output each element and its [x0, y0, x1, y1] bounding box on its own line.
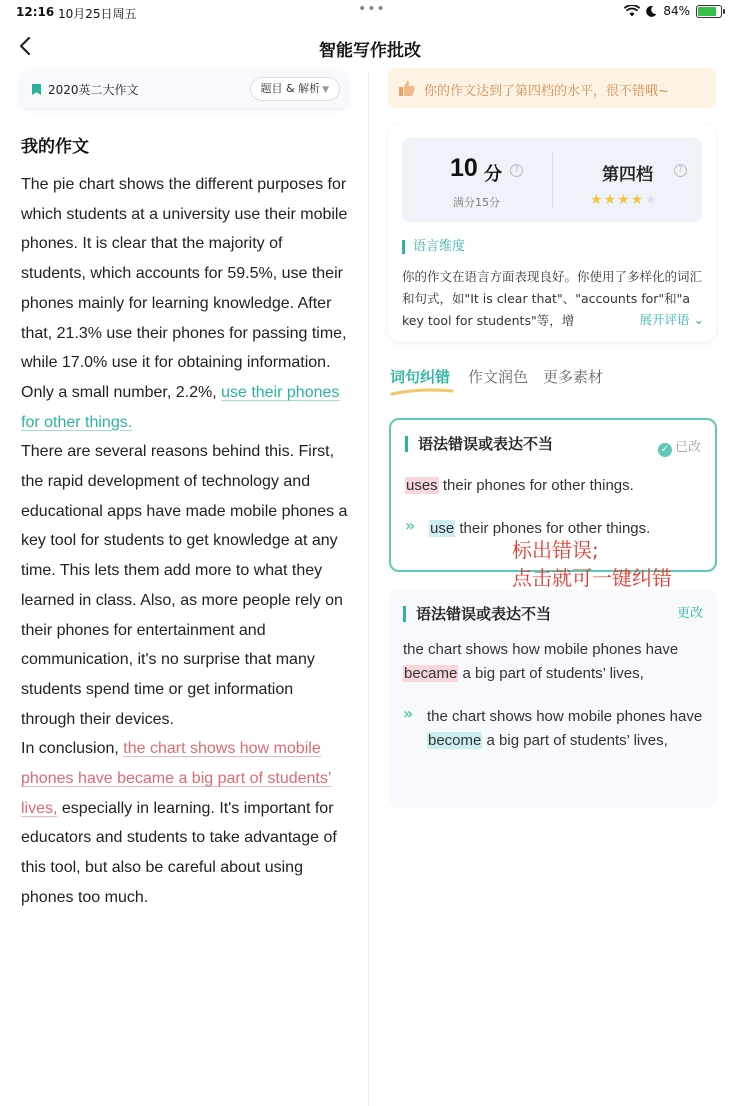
error-type-label: 语法错误或表达不当 [405, 436, 553, 452]
battery-percent: 84% [663, 4, 690, 18]
corrected-phrase-1[interactable]: use their phones for other things. [21, 383, 340, 431]
double-chevron-icon: » [403, 704, 414, 723]
fixed-word: use [430, 520, 455, 537]
tab-essay-polish[interactable]: 作文润色 [468, 368, 529, 386]
corrected-status-text: 已改 [674, 440, 701, 455]
caret-down-icon: ▼ [322, 85, 329, 95]
score-summary [402, 138, 702, 222]
battery-fill [698, 7, 716, 16]
score-card [388, 124, 716, 342]
original-sentence [403, 638, 703, 686]
annotation-line-2: 点击就可一键纠错 [512, 566, 672, 590]
level-help-icon[interactable]: ? [674, 164, 687, 177]
essay-paragraph-3-end: especially in learning. It's important for educators and students to take advantage of this tool, but also be careful about using phones too much. [21, 799, 337, 906]
tab-more-materials[interactable]: 更多素材 [543, 368, 604, 386]
nav-bar [0, 26, 740, 68]
status-indicators [624, 4, 722, 18]
praise-text: 你的作文达到了第四档的水平，很不错哦~ [424, 84, 669, 99]
error-card[interactable] [389, 590, 717, 808]
fixed-word: become [428, 732, 482, 749]
thumbs-up-icon [398, 79, 416, 97]
error-phrase-2[interactable]: the chart shows how mobile phones have became a big part of students’ lives, [21, 740, 332, 817]
corrected-pre: the chart shows how mobile phones have [427, 708, 703, 725]
error-word: became [404, 665, 458, 682]
apply-fix-button[interactable]: 更改 [676, 606, 703, 621]
level-label: 第四档 [602, 165, 653, 185]
topic-analysis-button[interactable] [250, 77, 341, 101]
essay-paragraph-1: The pie chart shows the different purposes for which students at a university use their mobile phones. It is clear that the majority of students, which accounts for 59.5%, use their phones mainly for learning knowledge. After that, 21.3% use their phones for passing time, while 17.0% use it for obtaining information. Only a small number, 2.2%, [21, 176, 348, 401]
corrected-sentence [427, 705, 705, 753]
corrected-status [658, 436, 701, 457]
expand-comment-button[interactable] [618, 310, 704, 328]
tab-sentence-correction[interactable]: 词句纠错 [390, 368, 451, 386]
error-word: uses [406, 477, 438, 494]
status-date: 10月25日周五 [58, 7, 137, 21]
annotation-line-1: 标出错误; [512, 538, 599, 562]
status-bar [0, 0, 740, 26]
moon-icon [646, 5, 657, 17]
essay-heading: 我的作文 [21, 137, 89, 157]
corrected-rest: a big part of students’ lives, [482, 732, 668, 749]
topic-card [20, 70, 348, 108]
annotation-text [512, 536, 672, 592]
original-pre: the chart shows how mobile phones have [403, 641, 679, 658]
chevron-down-icon: ⌄ [689, 312, 704, 327]
multitask-dots-icon[interactable]: ••• [358, 1, 386, 17]
expand-comment-label: 展开评语 [639, 312, 690, 327]
double-chevron-icon: » [405, 516, 416, 535]
star-filled-icon: ★ [603, 192, 618, 208]
score-unit: 分 [484, 164, 502, 185]
page-title: 智能写作批改 [319, 41, 421, 61]
rating-stars [590, 192, 658, 208]
essay-paragraph-3-start: In conclusion, [21, 740, 124, 758]
topic-title: 2020英二大作文 [48, 83, 139, 97]
essay-body [21, 170, 351, 913]
full-score-label: 满分15分 [453, 196, 500, 209]
status-time: 12:16 [16, 5, 55, 19]
score-separator [552, 152, 553, 208]
result-tabs [390, 366, 710, 400]
wifi-icon [624, 5, 640, 17]
topic-analysis-label: 题目 & 解析 [260, 82, 321, 95]
original-rest: a big part of students’ lives, [458, 665, 644, 682]
battery-icon [696, 5, 722, 18]
panel-divider [368, 72, 369, 1106]
original-rest: their phones for other things. [438, 477, 634, 494]
dimension-label: 语言维度 [402, 240, 465, 254]
original-sentence [405, 474, 705, 498]
dimension-comment: 你的作文在语言方面表现良好。你使用了多样化的词汇和句式，如"It is clear that"、"accounts for"和"a key tool for students"等，增 [402, 269, 702, 328]
score-value: 10 [450, 154, 478, 182]
essay-paragraph-2: There are several reasons behind this. First, the rapid development of technology and educational apps have made mobile phones a key tool for students to get knowledge at any time. This lets them add more to what they learned in class. Also, as more people rely on their phones for entertainment and communication, it's no surprise that many students spend time or get information through their devices. [21, 443, 348, 728]
star-filled-icon: ★ [630, 192, 645, 208]
tab-active-underline [390, 388, 454, 396]
score-help-icon[interactable]: ? [510, 164, 523, 177]
bookmark-icon [32, 84, 41, 95]
battery-cap [723, 9, 725, 14]
star-filled-icon: ★ [617, 192, 631, 208]
check-icon: ✓ [658, 443, 672, 457]
star-filled-icon: ★ [590, 192, 604, 208]
error-type-label: 语法错误或表达不当 [403, 606, 551, 622]
praise-banner [388, 68, 716, 108]
star-empty-icon: ★ [644, 192, 658, 208]
corrected-rest: their phones for other things. [455, 520, 651, 537]
